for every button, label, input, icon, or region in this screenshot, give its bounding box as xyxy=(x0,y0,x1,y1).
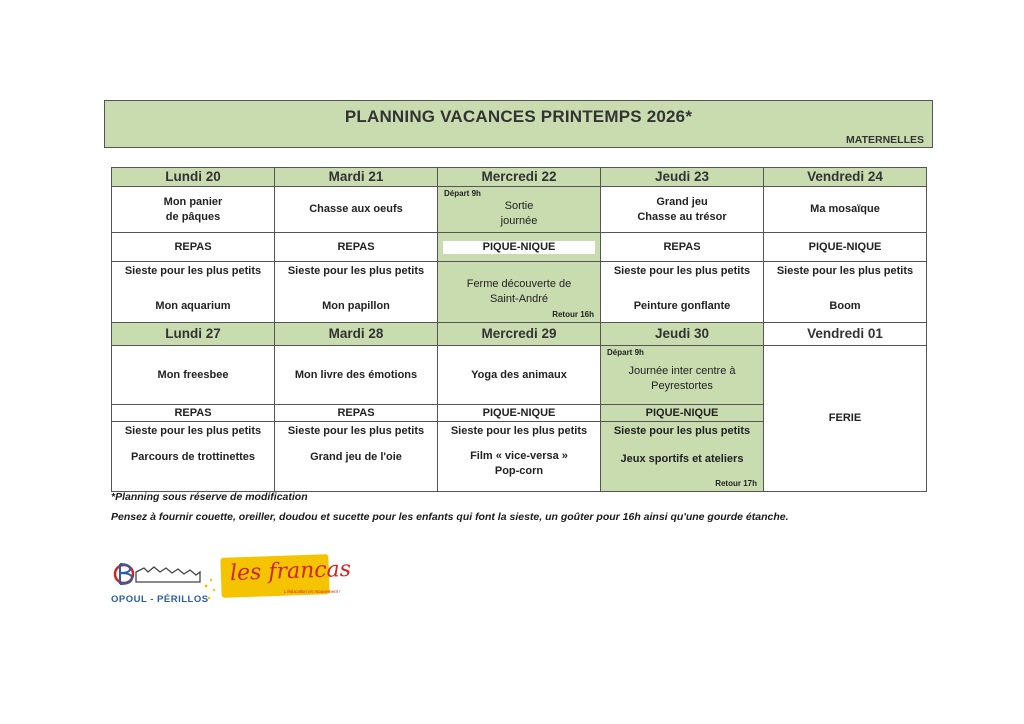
day-header: Mercredi 22 xyxy=(437,167,601,187)
activity-cell xyxy=(437,261,601,323)
francas-logo-tagline: L'éducation en mouvement ! xyxy=(284,589,341,594)
activity-text: Film « vice-versa » xyxy=(470,449,568,462)
activity-cell xyxy=(274,345,438,405)
day-header: Mercredi 29 xyxy=(437,322,601,346)
page-title: PLANNING VACANCES PRINTEMPS 2026* xyxy=(344,107,693,126)
nap-text: Sieste pour les plus petits xyxy=(124,265,262,277)
activity-cell xyxy=(111,345,275,405)
activity-cell xyxy=(437,186,601,233)
activity-text: Sortie xyxy=(504,199,534,212)
activity-cell xyxy=(437,421,601,492)
lunch-cell: REPAS xyxy=(600,232,764,262)
day-header: Vendredi 01 xyxy=(763,322,927,346)
lunch-cell xyxy=(437,232,601,262)
activity-cell xyxy=(763,261,927,323)
nap-text: Sieste pour les plus petits xyxy=(776,265,914,277)
lunch-cell: REPAS xyxy=(111,404,275,422)
day-header: Jeudi 30 xyxy=(600,322,764,346)
activity-text: Mon aquarium xyxy=(155,300,231,313)
title-banner xyxy=(104,100,933,148)
activity-cell xyxy=(600,345,764,405)
logo-letter-shape xyxy=(120,564,132,584)
lunch-cell: REPAS xyxy=(111,232,275,262)
holiday-text: FERIE xyxy=(828,412,862,425)
activity-text: de pâques xyxy=(165,210,221,223)
activity-text: Mon livre des émotions xyxy=(294,368,418,381)
activity-cell xyxy=(600,186,764,233)
logo-dot xyxy=(210,579,212,581)
nap-text: Sieste pour les plus petits xyxy=(287,265,425,277)
disclaimer-note: *Planning sous réserve de modification xyxy=(111,491,308,503)
activity-cell xyxy=(274,261,438,323)
activity-cell xyxy=(600,261,764,323)
activity-cell xyxy=(111,186,275,233)
day-header: Mardi 21 xyxy=(274,167,438,187)
activity-cell xyxy=(437,345,601,405)
lunch-label: PIQUE-NIQUE xyxy=(443,241,595,254)
activity-text: Pop-corn xyxy=(494,464,544,477)
activity-text: Peinture gonflante xyxy=(633,300,731,313)
lunch-cell: PIQUE-NIQUE xyxy=(437,404,601,422)
activity-text: Grand jeu xyxy=(656,195,708,208)
activity-cell xyxy=(763,186,927,233)
lunch-cell: REPAS xyxy=(274,232,438,262)
activity-text: journée xyxy=(500,214,538,227)
activity-text: Journée inter centre à xyxy=(628,365,736,378)
return-note: Retour 16h xyxy=(552,310,594,320)
day-header: Jeudi 23 xyxy=(600,167,764,187)
activity-cell xyxy=(274,186,438,233)
activity-text: Saint-André xyxy=(489,293,549,305)
activity-text: Chasse aux oeufs xyxy=(309,203,403,216)
logo-village-shape xyxy=(136,567,200,582)
activity-text: Mon freesbee xyxy=(157,368,229,381)
activity-cell xyxy=(274,421,438,492)
reminder-note: Pensez à fournir couette, oreiller, doudou et sucette pour les enfants qui font la sieste, un goûter pour 16h ainsi qu'une gourde étanche. xyxy=(111,511,789,523)
activity-text: Yoga des animaux xyxy=(471,368,567,381)
nap-text: Sieste pour les plus petits xyxy=(124,425,262,437)
day-header: Vendredi 24 xyxy=(763,167,927,187)
lunch-cell: PIQUE-NIQUE xyxy=(763,232,927,262)
day-header: Lundi 27 xyxy=(111,322,275,346)
lunch-cell: REPAS xyxy=(274,404,438,422)
francas-logo-text: les francas xyxy=(229,556,352,587)
activity-text: Mon panier xyxy=(163,195,223,208)
departure-note: Départ 9h xyxy=(444,189,481,198)
day-header: Lundi 20 xyxy=(111,167,275,187)
activity-text: Chasse au trésor xyxy=(637,210,727,223)
activity-cell xyxy=(111,421,275,492)
activity-text: Ma mosaïque xyxy=(810,203,880,216)
activity-text: Jeux sportifs et ateliers xyxy=(620,453,744,466)
page-subtitle: MATERNELLES xyxy=(846,134,924,146)
activity-text: Parcours de trottinettes xyxy=(130,451,256,464)
activity-text: Boom xyxy=(829,300,861,313)
nap-text: Sieste pour les plus petits xyxy=(287,425,425,437)
activity-text: Peyrestortes xyxy=(651,380,713,392)
return-note: Retour 17h xyxy=(715,479,757,489)
logo-dot xyxy=(205,585,208,588)
departure-note: Départ 9h xyxy=(607,348,644,357)
nap-text: Sieste pour les plus petits xyxy=(450,425,588,437)
lunch-cell: PIQUE-NIQUE xyxy=(600,404,764,422)
nap-text: Sieste pour les plus petits xyxy=(613,425,751,437)
activity-text: Ferme découverte de xyxy=(466,278,572,291)
holiday-cell xyxy=(763,345,927,492)
activity-text: Grand jeu de l'oie xyxy=(310,451,402,464)
day-header: Mardi 28 xyxy=(274,322,438,346)
logo-dot xyxy=(213,589,215,591)
activity-cell xyxy=(111,261,275,323)
opoul-logo-text: OPOUL - PÉRILLOS xyxy=(111,594,209,605)
activity-text: Mon papillon xyxy=(322,300,390,313)
nap-text: Sieste pour les plus petits xyxy=(613,265,751,277)
activity-cell xyxy=(600,421,764,492)
